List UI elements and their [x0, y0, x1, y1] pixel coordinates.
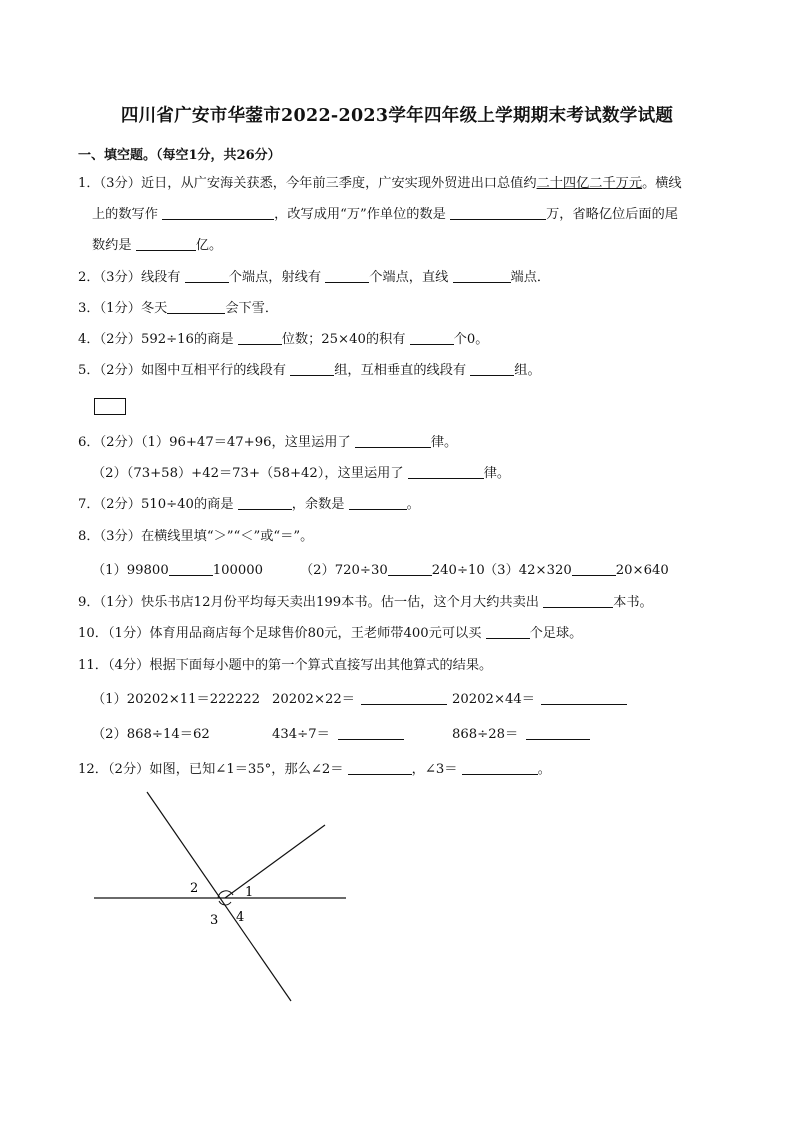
question-text: 20202×44＝ — [452, 692, 535, 707]
question-score: （3分） — [99, 270, 141, 285]
question-number: 11． — [78, 658, 108, 673]
question-text: 亿。 — [195, 238, 223, 253]
question-number: 2． — [78, 270, 100, 285]
answer-blank[interactable] — [338, 725, 404, 740]
question-7 — [78, 495, 420, 515]
question-3 — [78, 299, 278, 319]
question-1-line-1 — [78, 174, 682, 194]
question-text: 律。 — [430, 435, 458, 450]
question-text: 在横线里填“＞”“＜”或“＝”。 — [140, 529, 314, 544]
question-score: （4分） — [107, 658, 150, 673]
answer-blank[interactable] — [167, 299, 225, 314]
answer-blank[interactable] — [238, 495, 292, 510]
answer-blank[interactable] — [162, 205, 274, 220]
question-text: 组。 — [514, 363, 541, 378]
question-text: ，改写成用“万”作单位的数是 — [274, 207, 446, 222]
question-text: ，∠3＝ — [411, 762, 458, 777]
question-8-part-2 — [300, 561, 485, 581]
question-number: 12． — [78, 762, 108, 777]
answer-blank[interactable] — [349, 495, 407, 510]
question-text: （1）99800 — [92, 563, 169, 578]
question-11 — [78, 656, 492, 676]
question-text: 本书。 — [613, 595, 653, 610]
question-11-row-2a — [92, 725, 210, 745]
underlined-amount: 二十四亿二千万元 — [536, 176, 643, 191]
question-text: 如图，已知∠1＝35°，那么∠2＝ — [149, 762, 344, 777]
question-11-row-1b — [272, 690, 447, 710]
question-6-line-1 — [78, 433, 457, 453]
answer-blank[interactable] — [450, 205, 546, 220]
answer-blank[interactable] — [526, 725, 590, 740]
question-text: 20×640 — [615, 563, 669, 578]
question-text: （3）42×320 — [484, 563, 572, 578]
question-text: 位数；25×40的积有 — [281, 332, 406, 347]
question-text: （2）720÷30 — [300, 563, 388, 578]
page-title: 四川省广安市华蓥市2022-2023学年四年级上学期期末考试数学试题 — [120, 106, 674, 126]
question-1-line-3 — [92, 236, 222, 256]
question-score: （2分） — [99, 332, 141, 347]
answer-blank[interactable] — [169, 561, 213, 576]
answer-blank[interactable] — [453, 268, 511, 283]
ray-line — [225, 825, 325, 898]
question-score: （2分） — [107, 762, 150, 777]
question-score: （2分） — [99, 497, 141, 512]
answer-blank[interactable] — [541, 690, 627, 705]
question-text: 个0。 — [453, 332, 489, 347]
question-5 — [78, 361, 541, 381]
question-11-row-1c — [452, 690, 627, 710]
answer-blank[interactable] — [136, 236, 196, 251]
question-text: ，余数是 — [291, 497, 345, 512]
question-text: 根据下面每小题中的第一个算式直接写出其他算式的结果。 — [149, 658, 493, 673]
question-9 — [78, 593, 653, 613]
question-text: 会下雪． — [225, 301, 279, 316]
question-text: 线段有 — [140, 270, 181, 285]
question-text: 个足球。 — [529, 626, 583, 641]
answer-blank[interactable] — [238, 330, 282, 345]
question-text: 万，省略亿位后面的尾 — [546, 207, 678, 222]
question-text: （1）96+47＝47+96，这里运用了 — [140, 435, 351, 450]
question-text: 冬天 — [140, 301, 168, 316]
question-text: 上的数写作 — [92, 207, 158, 222]
angle-figure — [80, 785, 370, 1010]
question-text: 868÷28＝ — [452, 727, 519, 742]
question-text: 个端点，射线有 — [228, 270, 322, 285]
section-title: 一、填空题。 — [78, 148, 157, 163]
question-number: 10． — [78, 626, 108, 641]
question-4 — [78, 330, 488, 350]
question-score: （3分） — [99, 176, 141, 191]
question-number: 4． — [78, 332, 100, 347]
question-text: 端点． — [510, 270, 551, 285]
question-text: （2）（73+58）+42＝73+（58+42），这里运用了 — [92, 466, 404, 481]
answer-blank[interactable] — [361, 690, 447, 705]
question-text: 510÷40的商是 — [140, 497, 234, 512]
angle-label-3: 3 — [210, 913, 219, 928]
question-text: 。横线 — [642, 176, 682, 191]
question-text: （2）868÷14＝62 — [92, 727, 210, 742]
angle-label-4: 4 — [236, 910, 245, 925]
answer-blank[interactable] — [486, 624, 530, 639]
question-text: 240÷10 — [431, 563, 485, 578]
question-text: 近日，从广安海关获悉，今年前三季度，广安实现外贸进出口总值约 — [140, 176, 537, 191]
question-text: 。 — [406, 497, 420, 512]
question-score: （1分） — [99, 301, 141, 316]
answer-blank[interactable] — [388, 561, 432, 576]
answer-blank[interactable] — [325, 268, 369, 283]
question-11-row-1a — [92, 690, 260, 710]
question-text: 20202×22＝ — [272, 692, 355, 707]
question-score: （2分） — [99, 435, 141, 450]
answer-blank[interactable] — [470, 361, 514, 376]
question-11-row-2c — [452, 725, 590, 745]
question-number: 6． — [78, 435, 100, 450]
question-2 — [78, 268, 550, 288]
question-8 — [78, 527, 313, 547]
question-text: 快乐书店12月份平均每天卖出199本书。估一估，这个月大约共卖出 — [140, 595, 539, 610]
question-text: 100000 — [212, 563, 264, 578]
question-score: （1分） — [99, 595, 141, 610]
question-number: 5． — [78, 363, 100, 378]
question-8-part-1 — [92, 561, 263, 581]
rectangle-figure — [94, 398, 126, 415]
question-number: 7． — [78, 497, 100, 512]
question-text: 个端点，直线 — [369, 270, 449, 285]
question-text: 律。 — [483, 466, 511, 481]
question-score: （3分） — [99, 529, 141, 544]
question-text: 434÷7＝ — [272, 727, 330, 742]
question-text: 体育用品商店每个足球售价80元，王老师带400元可以买 — [149, 626, 482, 641]
question-number: 9． — [78, 595, 100, 610]
diagonal-line — [147, 792, 291, 1001]
answer-blank[interactable] — [410, 330, 454, 345]
angle-label-2: 2 — [190, 881, 199, 896]
question-6-line-2 — [92, 464, 510, 484]
question-12 — [78, 760, 551, 780]
section-heading — [78, 144, 281, 163]
question-8-part-3 — [484, 561, 669, 581]
answer-blank[interactable] — [348, 760, 412, 775]
answer-blank[interactable] — [572, 561, 616, 576]
question-text: 如图中互相平行的线段有 — [140, 363, 286, 378]
answer-blank[interactable] — [290, 361, 334, 376]
question-text: 组，互相垂直的线段有 — [334, 363, 467, 378]
section-note: （每空1分，共26分） — [156, 148, 281, 163]
question-text: 数约是 — [92, 238, 132, 253]
question-number: 8． — [78, 529, 100, 544]
question-text: 。 — [537, 762, 551, 777]
answer-blank[interactable] — [543, 593, 613, 608]
question-text: （1）20202×11＝222222 — [92, 692, 261, 707]
question-number: 1． — [78, 176, 100, 191]
answer-blank[interactable] — [462, 760, 538, 775]
answer-blank[interactable] — [355, 433, 431, 448]
answer-blank[interactable] — [185, 268, 229, 283]
angle-label-1: 1 — [245, 885, 254, 900]
question-score: （2分） — [99, 363, 141, 378]
question-10 — [78, 624, 582, 644]
question-text: 592÷16的商是 — [140, 332, 234, 347]
question-number: 3． — [78, 301, 100, 316]
question-11-row-2b — [272, 725, 404, 745]
question-score: （1分） — [107, 626, 150, 641]
answer-blank[interactable] — [408, 464, 484, 479]
question-1-line-2 — [92, 205, 678, 225]
